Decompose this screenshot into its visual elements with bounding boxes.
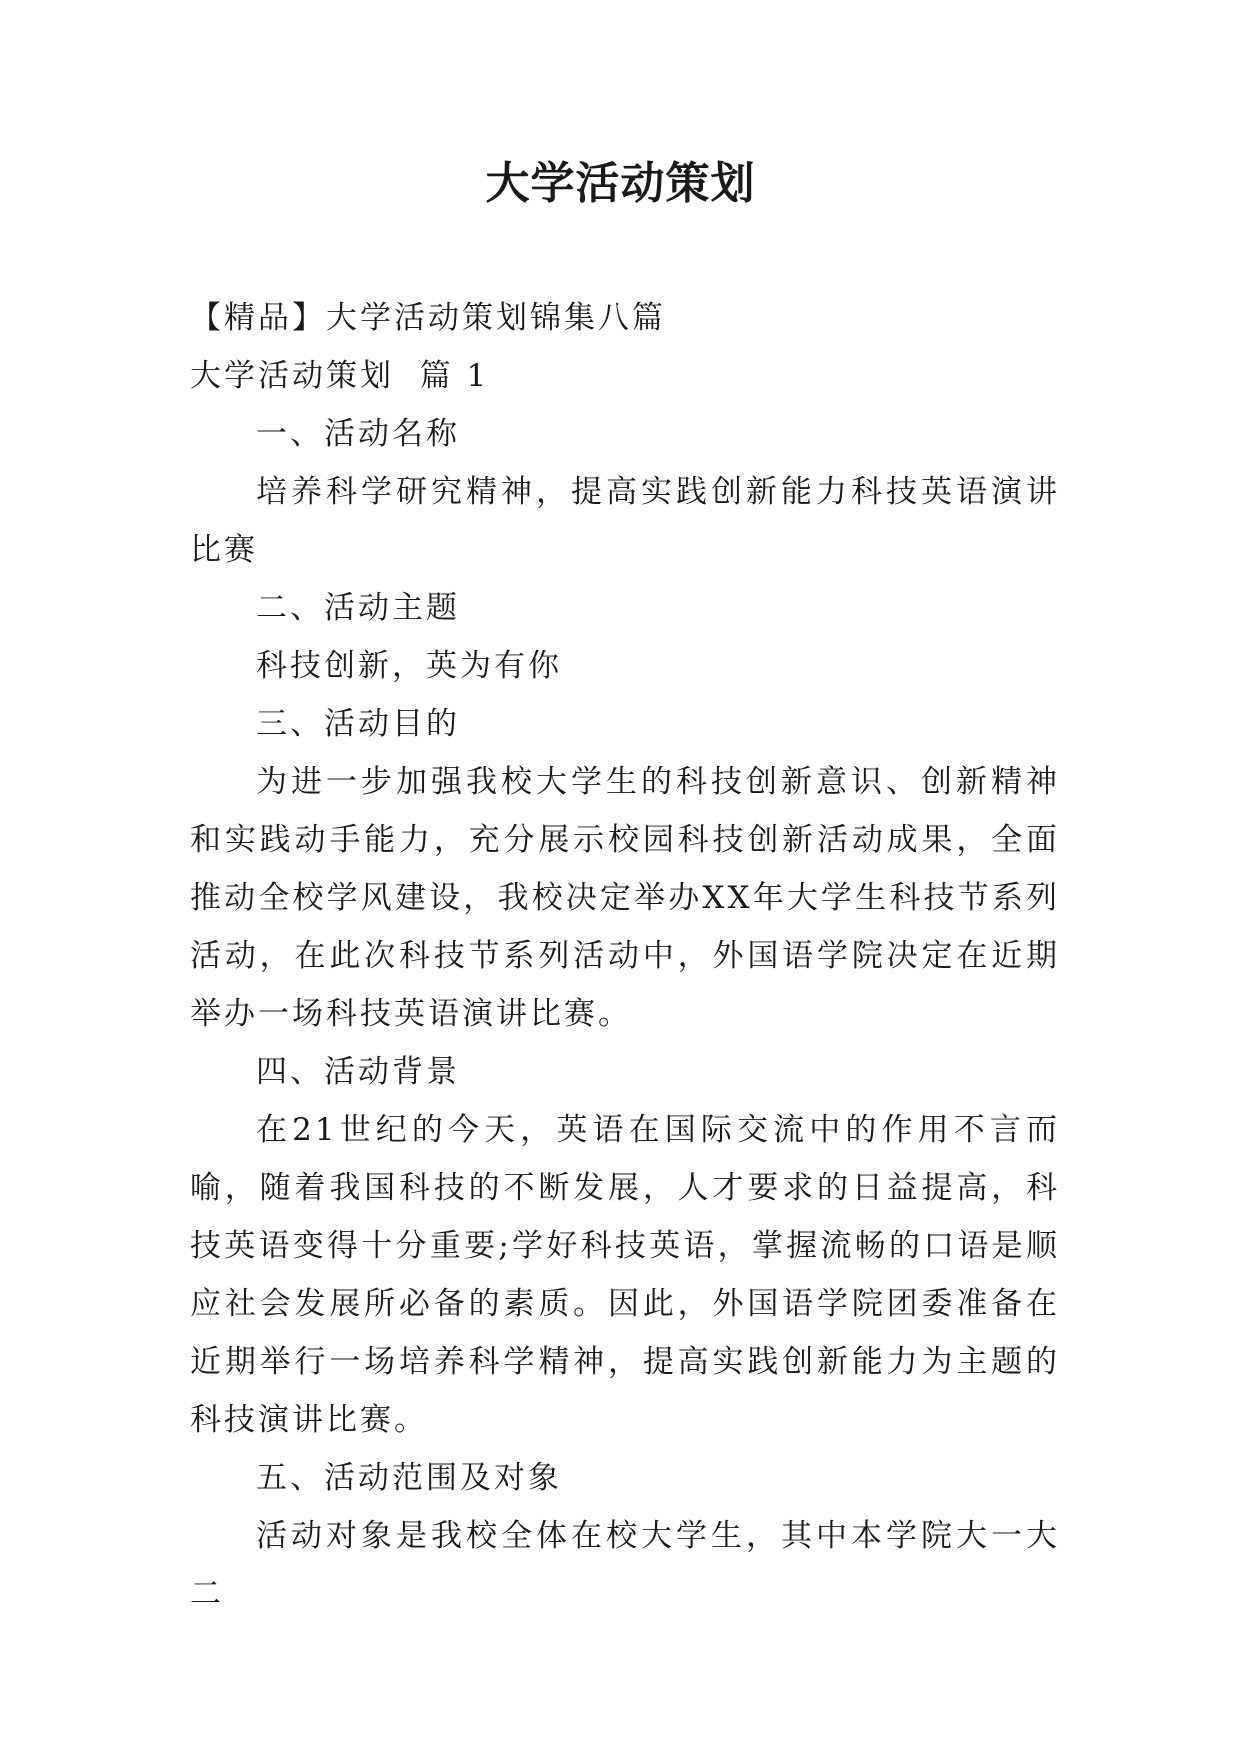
section-heading-4: 四、活动背景: [256, 1054, 460, 1090]
intro-line: 【精品】大学活动策划锦集八篇: [190, 300, 666, 336]
document-title: 大学活动策划: [485, 158, 756, 209]
chapter-line: 大学活动策划 篇 1: [190, 358, 490, 394]
section-paragraph-1: 培养科学研究精神，提高实践创新能力科技英语演讲比赛: [190, 474, 1060, 568]
section-paragraph-5: 活动对象是我校全体在校大学生，其中本学院大一大二: [190, 1518, 1060, 1612]
section-paragraph-4: 在21世纪的今天，英语在国际交流中的作用不言而喻，随着我国科技的不断发展，人才要求的日益提高，科技英语变得十分重要;学好科技英语，掌握流畅的口语是顺应社会发展所必备的素质。因此，外国语学院团委准备在近期举行一场培养科学精神，提高实践创新能力为主题的科技演讲比赛。: [190, 1112, 1060, 1438]
section-heading-1: 一、活动名称: [256, 416, 460, 452]
section-heading-3: 三、活动目的: [256, 706, 460, 742]
section-heading-2: 二、活动主题: [256, 590, 460, 626]
section-paragraph-3: 为进一步加强我校大学生的科技创新意识、创新精神和实践动手能力，充分展示校园科技创新活动成果，全面推动全校学风建设，我校决定举办XX年大学生科技节系列活动，在此次科技节系列活动中，外国语学院决定在近期举办一场科技英语演讲比赛。: [190, 764, 1060, 1032]
document-body: [190, 289, 1060, 1623]
section-heading-5: 五、活动范围及对象: [256, 1460, 562, 1496]
section-paragraph-2: 科技创新，英为有你: [256, 648, 562, 684]
